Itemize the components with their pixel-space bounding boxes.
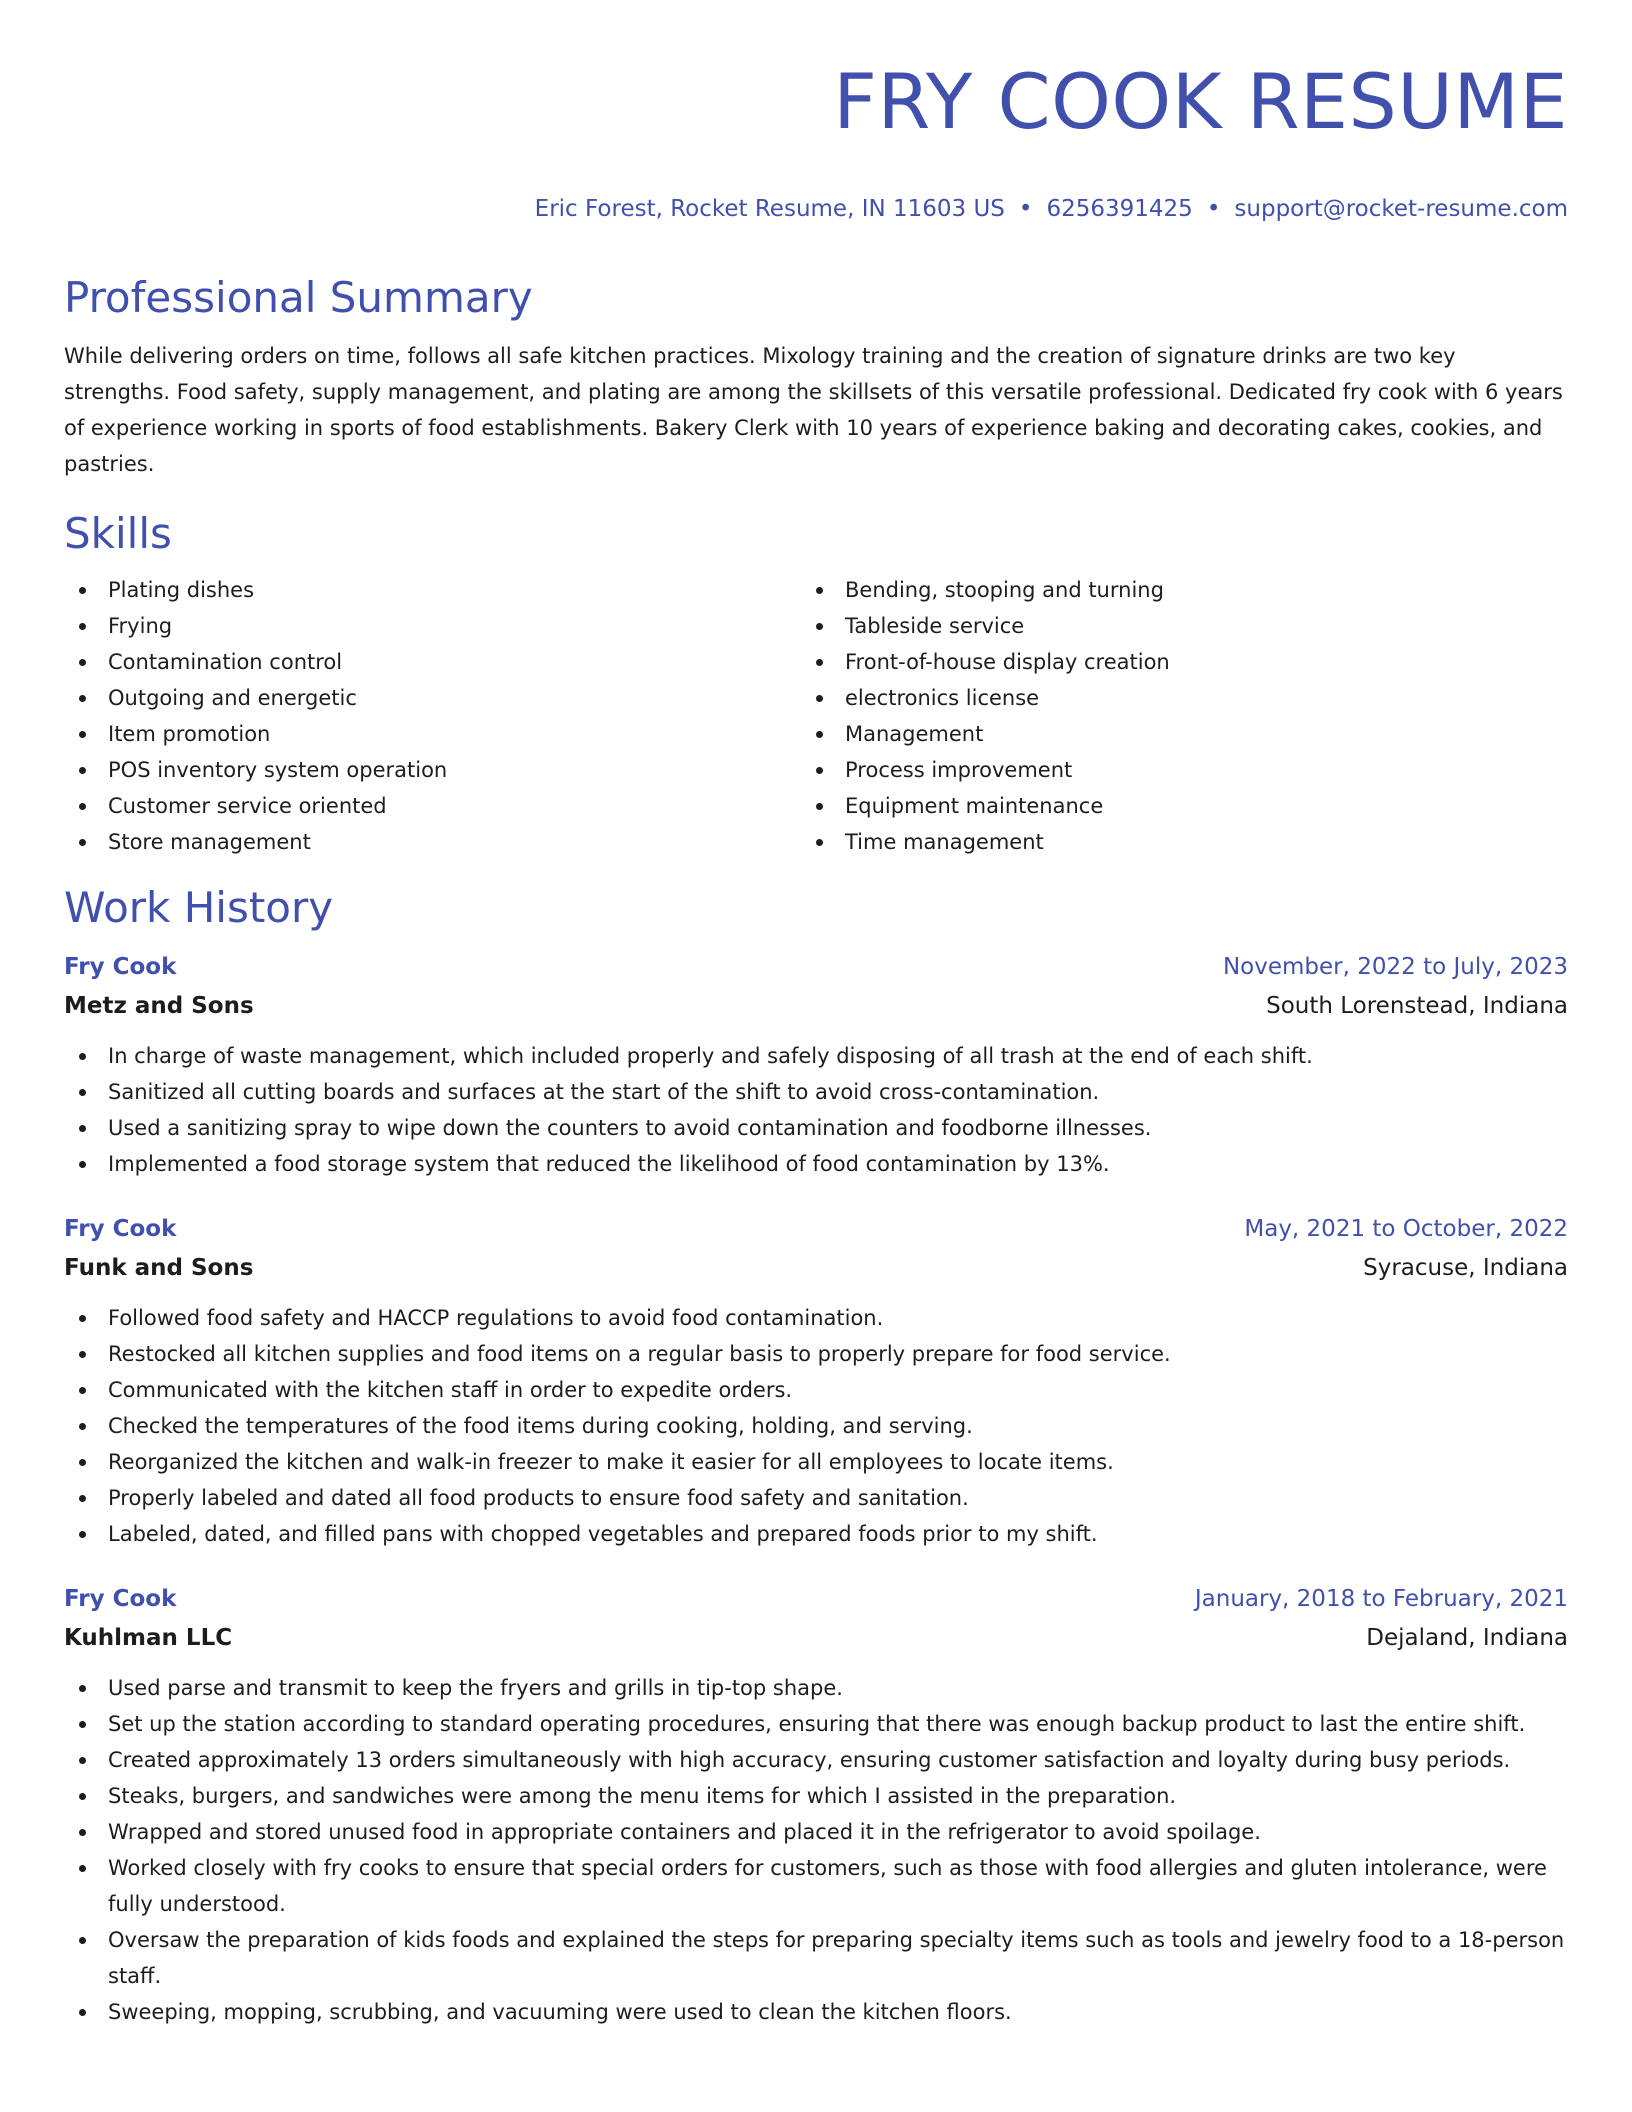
job-bullet: Steaks, burgers, and sandwiches were among the menu items for which I assisted in the preparation. (64, 1778, 1568, 1814)
work-history-heading: Work History (64, 883, 334, 932)
job-bullet: Restocked all kitchen supplies and food items on a regular basis to properly prepare for food service. (64, 1336, 1568, 1372)
job-title: Fry Cook (64, 1586, 177, 1612)
job-title-row (64, 1210, 1568, 1248)
job-company-row (64, 1618, 1568, 1658)
skill-item: Time management (801, 824, 1538, 860)
skill-item: Bending, stooping and turning (801, 572, 1538, 608)
job-bullet: Reorganized the kitchen and walk-in freezer to make it easier for all employees to locate items. (64, 1444, 1568, 1480)
skills-list-right (801, 572, 1538, 860)
job-title: Fry Cook (64, 954, 177, 980)
job-dates: May, 2021 to October, 2022 (1244, 1216, 1568, 1242)
skill-item: Item promotion (64, 716, 801, 752)
job-bullet: Labeled, dated, and filled pans with chopped vegetables and prepared foods prior to my shift. (64, 1516, 1568, 1552)
job-company: Kuhlman LLC (64, 1625, 233, 1651)
job-dates: November, 2022 to July, 2023 (1222, 954, 1568, 980)
job-company-row (64, 986, 1568, 1026)
skills-list-left (64, 572, 801, 860)
job-bullet: Communicated with the kitchen staff in order to expedite orders. (64, 1372, 1568, 1408)
job-bullet: Set up the station according to standard operating procedures, ensuring that there was enough backup product to last the entire shift. (64, 1706, 1568, 1742)
contact-address: Eric Forest, Rocket Resume, IN 11603 US (534, 196, 1005, 222)
job-location: Dejaland, Indiana (1366, 1625, 1568, 1651)
job-bullets (64, 1670, 1568, 2030)
skill-item: Plating dishes (64, 572, 801, 608)
job-bullet: Checked the temperatures of the food items during cooking, holding, and serving. (64, 1408, 1568, 1444)
job-bullet: Sweeping, mopping, scrubbing, and vacuuming were used to clean the kitchen floors. (64, 1994, 1568, 2030)
contact-phone: 6256391425 (1046, 196, 1193, 222)
skill-item: Management (801, 716, 1538, 752)
job-bullet: Wrapped and stored unused food in appropriate containers and placed it in the refrigerator to avoid spoilage. (64, 1814, 1568, 1850)
job-entry (64, 948, 1568, 1182)
resume-title: FRY COOK RESUME (833, 57, 1568, 146)
skill-item: Store management (64, 824, 801, 860)
job-location: Syracuse, Indiana (1363, 1255, 1568, 1281)
job-bullet: Created approximately 13 orders simultaneously with high accuracy, ensuring customer satisfaction and loyalty during busy periods. (64, 1742, 1568, 1778)
job-bullet: Implemented a food storage system that reduced the likelihood of food contamination by 13%. (64, 1146, 1568, 1182)
skill-item: Frying (64, 608, 801, 644)
contact-line (64, 194, 1568, 224)
skills-section (64, 508, 1568, 860)
job-title-row (64, 948, 1568, 986)
job-location: South Lorenstead, Indiana (1266, 993, 1568, 1019)
skill-item: Contamination control (64, 644, 801, 680)
contact-email: support@rocket-resume.com (1234, 196, 1568, 222)
job-bullet: Worked closely with fry cooks to ensure that special orders for customers, such as those with food allergies and gluten intolerance, were fully understood. (64, 1850, 1568, 1922)
summary-heading: Professional Summary (64, 273, 533, 322)
job-bullet: Properly labeled and dated all food products to ensure food safety and sanitation. (64, 1480, 1568, 1516)
job-dates: January, 2018 to February, 2021 (1194, 1586, 1568, 1612)
separator-dot: • (1018, 196, 1033, 222)
summary-text: While delivering orders on time, follows all safe kitchen practices. Mixology training and the creation of signature drinks are two key strengths. Food safety, supply management, and plating are among the skillsets of this versatile professional. Dedicated fry cook with 6 years of experience working in sports of food establishments. Bakery Clerk with 10 years of experience baking and decorating cakes, cookies, and pastries. (64, 344, 1563, 476)
job-entry (64, 1210, 1568, 1552)
skill-item: Tableside service (801, 608, 1538, 644)
job-company: Metz and Sons (64, 993, 254, 1019)
skills-grid (64, 572, 1568, 860)
skill-item: Equipment maintenance (801, 788, 1538, 824)
skill-item: Customer service oriented (64, 788, 801, 824)
skills-heading: Skills (64, 509, 172, 558)
job-bullet: Oversaw the preparation of kids foods and explained the steps for preparing specialty items such as tools and jewelry food to a 18-person staff. (64, 1922, 1568, 1994)
job-bullet: Followed food safety and HACCP regulations to avoid food contamination. (64, 1300, 1568, 1336)
job-bullet: Sanitized all cutting boards and surfaces at the start of the shift to avoid cross-contamination. (64, 1074, 1568, 1110)
job-bullet: Used parse and transmit to keep the fryers and grills in tip-top shape. (64, 1670, 1568, 1706)
job-company: Funk and Sons (64, 1255, 254, 1281)
job-title: Fry Cook (64, 1216, 177, 1242)
skill-item: Outgoing and energetic (64, 680, 801, 716)
summary-section (64, 272, 1568, 482)
work-history-section (64, 882, 1568, 2030)
job-bullets (64, 1038, 1568, 1182)
skill-item: Process improvement (801, 752, 1538, 788)
job-bullet: In charge of waste management, which included properly and safely disposing of all trash at the end of each shift. (64, 1038, 1568, 1074)
skill-item: POS inventory system operation (64, 752, 801, 788)
job-bullets (64, 1300, 1568, 1552)
job-entry (64, 1580, 1568, 2030)
separator-dot: • (1206, 196, 1221, 222)
skill-item: electronics license (801, 680, 1538, 716)
job-bullet: Used a sanitizing spray to wipe down the counters to avoid contamination and foodborne illnesses. (64, 1110, 1568, 1146)
job-title-row (64, 1580, 1568, 1618)
skill-item: Front-of-house display creation (801, 644, 1538, 680)
job-company-row (64, 1248, 1568, 1288)
